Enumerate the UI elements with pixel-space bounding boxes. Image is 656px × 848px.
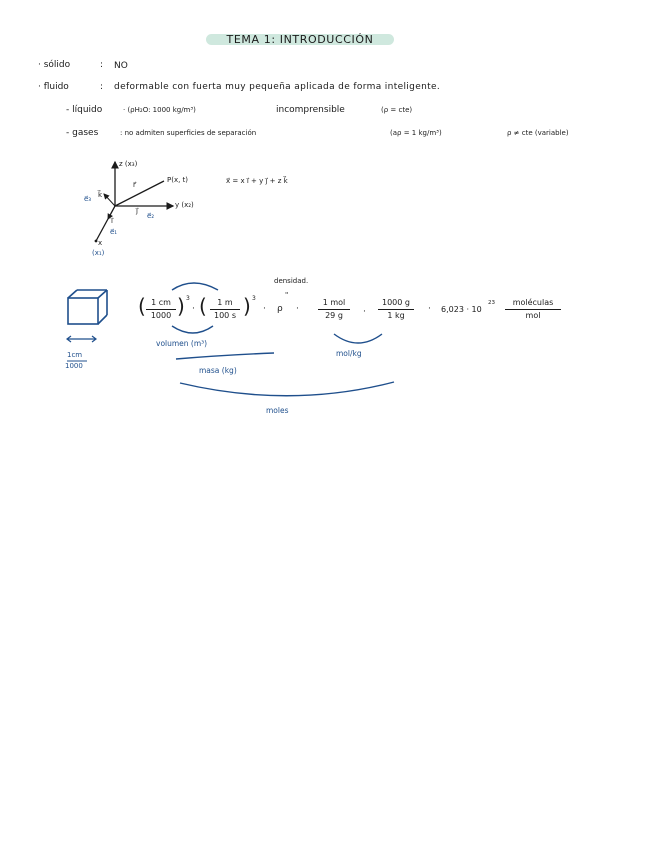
fluido-value: deformable con fuerta muy pequeña aplicada de forma inteligente. — [114, 82, 441, 92]
fraction-5-den: mol — [525, 311, 541, 320]
fraction-1-num: 1 cm — [146, 299, 176, 310]
fraction-3-num: 1 mol — [318, 299, 350, 310]
x-axis-end-dot — [95, 240, 98, 243]
z-axis-label: z (x₃) — [119, 160, 138, 168]
paren-open-1: ( — [138, 294, 146, 318]
fraction-2-den: 100 s — [214, 311, 236, 320]
liquido-cte: (ρ = cte) — [381, 106, 413, 114]
fraction-2-num: 1 m — [210, 299, 240, 310]
rho-symbol: ρ — [277, 304, 283, 314]
i-vector-label: i⃗ — [111, 217, 113, 225]
arc-moles — [180, 382, 394, 396]
masa-label: masa (kg) — [199, 366, 237, 375]
fraction-2 — [210, 299, 240, 320]
solido-value: NO — [114, 61, 128, 71]
position-vector — [115, 181, 164, 206]
gases-cte: ρ ≠ cte (variable) — [507, 129, 569, 137]
fraction-3-den: 29 g — [325, 311, 343, 320]
gases-label: - gases — [66, 128, 99, 138]
fluido-colon: : — [100, 82, 104, 92]
liquido-rho: · (ρH₂O: 1000 kg/m³) — [123, 106, 196, 114]
gases-desc: : no admiten superficies de separación — [120, 129, 257, 137]
dot-2: · — [263, 304, 266, 314]
k-vector — [104, 194, 115, 206]
arc-volumen — [172, 326, 213, 333]
paren-close-1: ) — [177, 294, 185, 318]
exponent-1: 3 — [186, 295, 190, 302]
arc-top-exp — [172, 283, 218, 290]
rho-mark: " — [285, 291, 289, 299]
r-vector-label: r⃗ — [133, 181, 136, 189]
fraction-4-den: 1 kg — [387, 311, 405, 320]
gases-rho: (aρ = 1 kg/m³) — [390, 129, 442, 137]
paren-open-2: ( — [199, 294, 207, 318]
arc-masa — [176, 353, 274, 359]
x-axis-sub-label: (x₁) — [92, 249, 105, 257]
dot-5: · — [428, 304, 431, 314]
k-vector-label: k⃗ — [98, 191, 103, 199]
dot-3: · — [296, 304, 299, 314]
cube-arrow-label-den: 1000 — [65, 362, 83, 370]
liquido-incomp: incomprensible — [276, 105, 345, 115]
page-title: TEMA 1: INTRODUCCIÓN — [226, 33, 374, 46]
cube-drawing — [68, 290, 107, 324]
arc-mol-kg — [334, 334, 382, 343]
paren-close-2: ) — [243, 294, 251, 318]
liquido-label: - líquido — [66, 105, 103, 115]
avogadro-number: 6,023 · 10 — [441, 305, 482, 314]
mol-kg-label: mol/kg — [336, 349, 362, 358]
j-vector-label: j⃗ — [136, 207, 138, 215]
cube-arrow-label-num: 1cm — [67, 351, 83, 359]
fraction-1-den: 1000 — [150, 311, 172, 320]
fraction-4 — [378, 299, 414, 320]
position-formula: x⃗ = x i⃗ + y j⃗ + z k⃗ — [226, 177, 288, 185]
e1-label: e⃗₁ — [110, 228, 118, 236]
fraction-1 — [146, 299, 176, 320]
x-axis-label: x — [98, 239, 103, 247]
fluido-label: · fluido — [38, 82, 69, 92]
solido-label: · sólido — [38, 60, 71, 70]
avogadro-exponent: 23 — [488, 300, 495, 306]
moles-label: moles — [266, 406, 289, 415]
point-label: P(x, t) — [167, 176, 189, 184]
e3-label: e⃗₃ — [84, 195, 92, 203]
fraction-5-num: moléculas — [505, 299, 561, 310]
fraction-4-num: 1000 g — [378, 299, 414, 310]
solido-colon: : — [100, 60, 104, 70]
e2-label: e⃗₂ — [147, 212, 155, 220]
dot-4: · — [363, 307, 366, 317]
y-axis-label: y (x₂) — [175, 201, 194, 209]
exponent-2: 3 — [252, 295, 256, 302]
volumen-label: volumen (m³) — [156, 339, 208, 348]
fraction-5 — [505, 299, 561, 320]
dot-1: · — [192, 304, 195, 314]
fraction-3 — [318, 299, 350, 320]
densidad-label: densidad. — [274, 277, 309, 285]
